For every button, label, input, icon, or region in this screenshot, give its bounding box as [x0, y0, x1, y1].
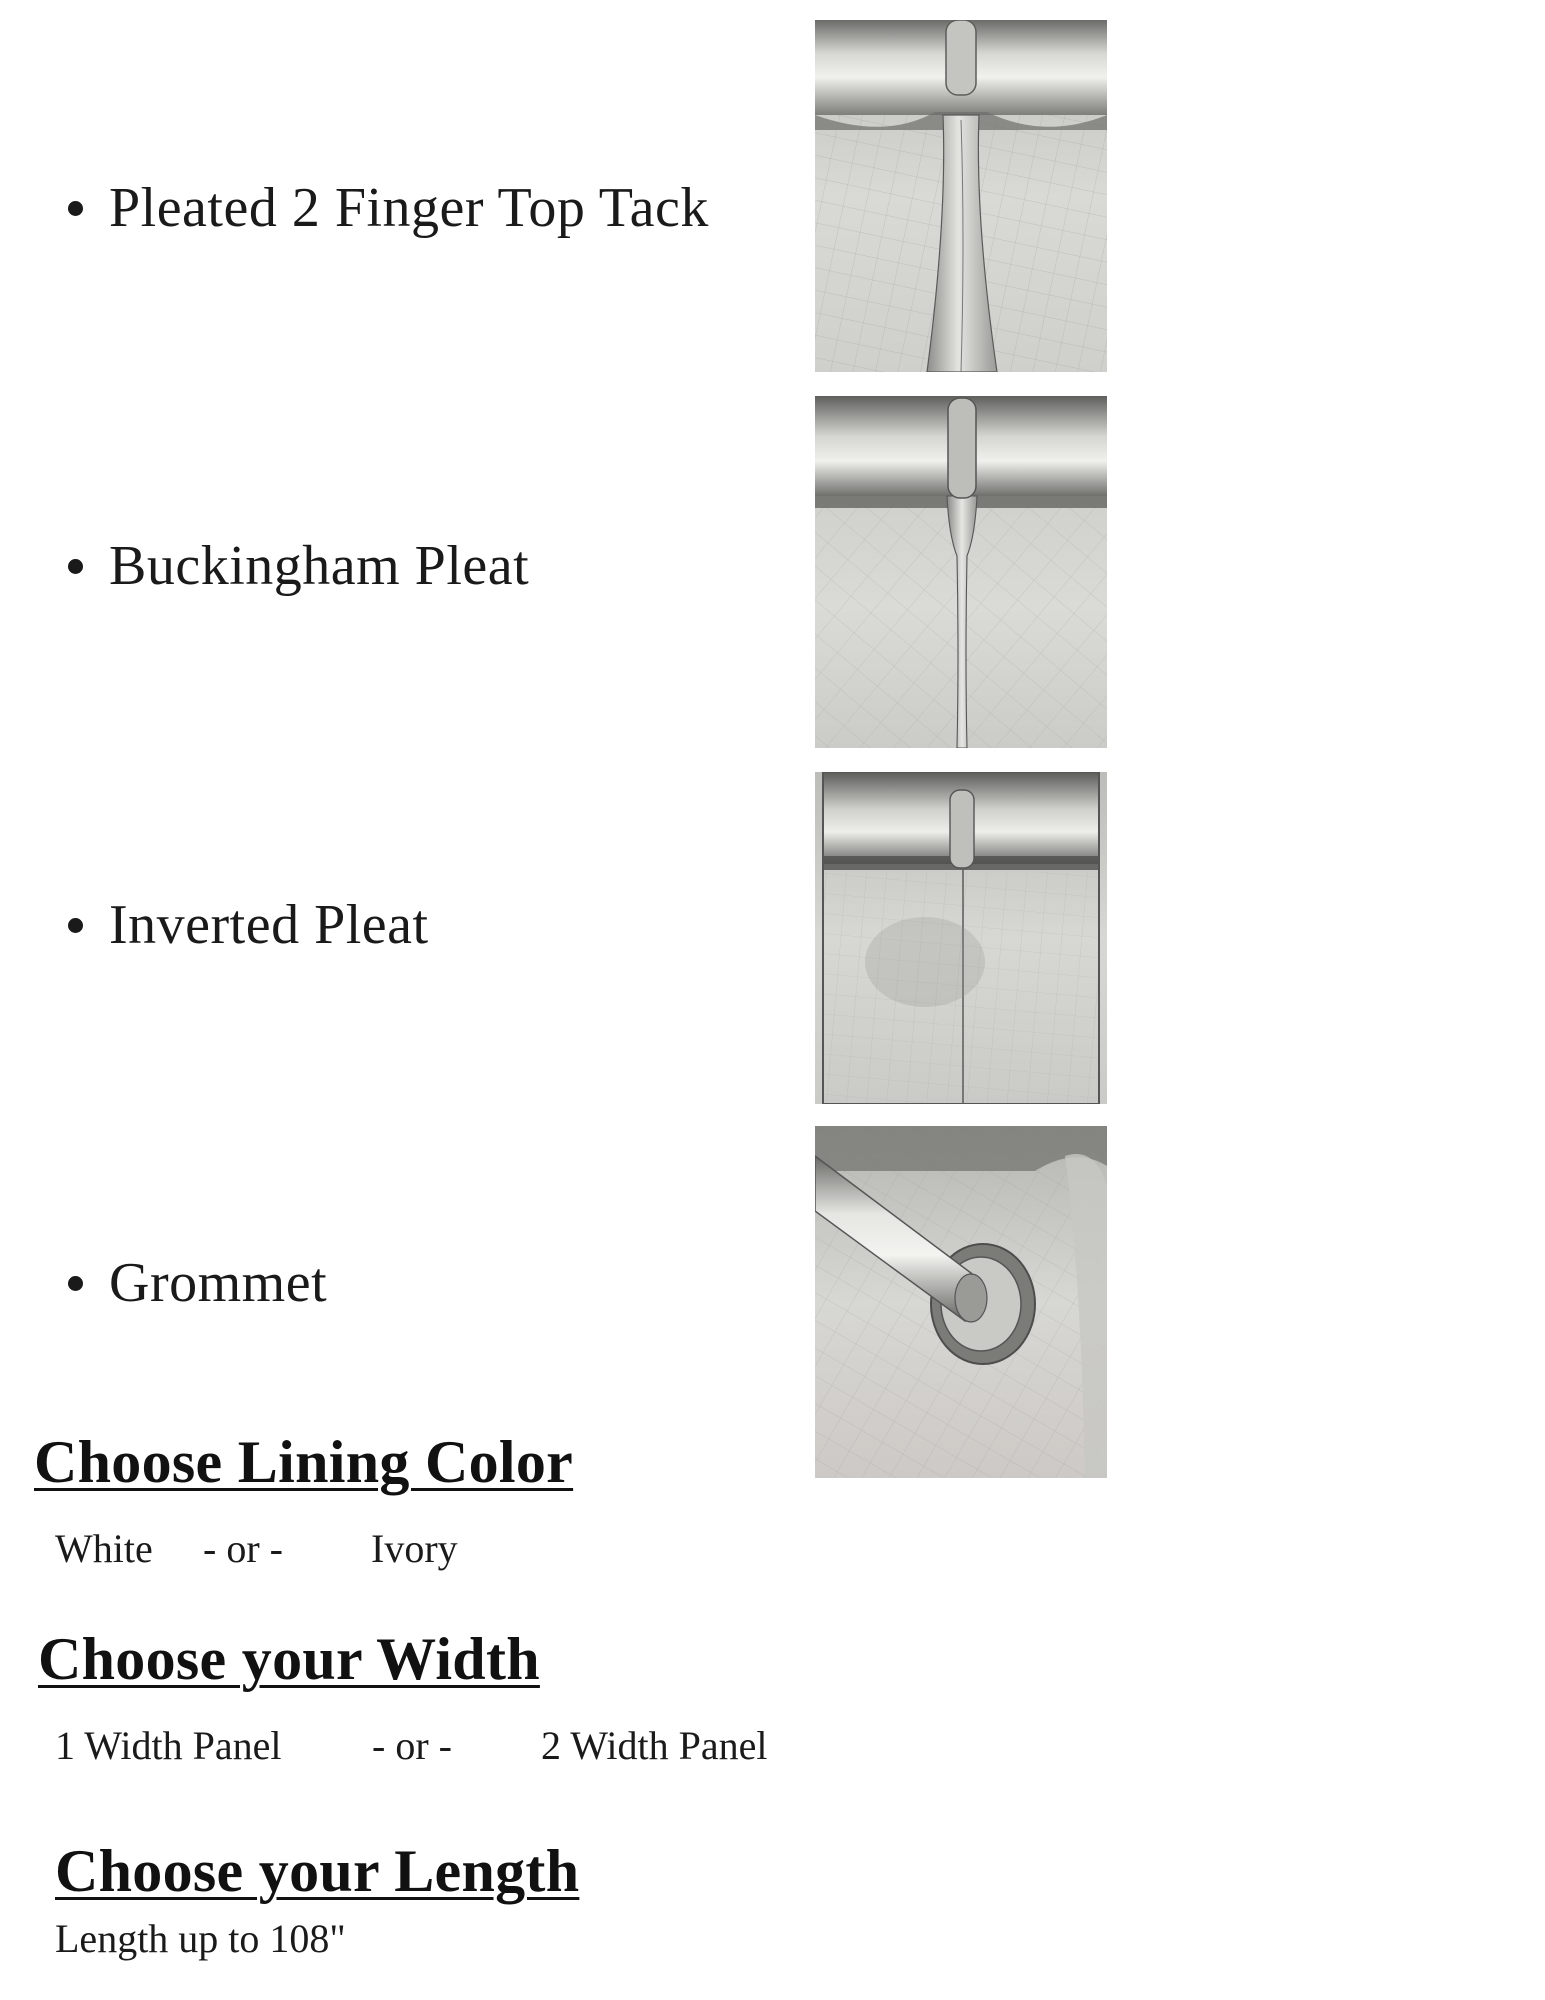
length-note-text: Length up to 108" [55, 1916, 346, 1961]
bullet-icon [68, 1276, 83, 1291]
lining-separator: - or - [203, 1526, 283, 1571]
header-style-item-grommet[interactable] [68, 1252, 328, 1314]
width-option-2[interactable]: 2 Width Panel [541, 1723, 768, 1768]
bullet-icon [68, 201, 83, 216]
width-option-1[interactable]: 1 Width Panel [55, 1723, 282, 1768]
header-style-label: Buckingham Pleat [109, 535, 530, 597]
width-options [55, 1722, 955, 1772]
inverted-pleat-illustration[interactable] [815, 772, 1107, 1104]
grommet-illustration[interactable] [815, 1126, 1107, 1478]
pleated-2-finger-top-tack-illustration[interactable] [815, 20, 1107, 372]
buckingham-pleat-illustration[interactable] [815, 396, 1107, 748]
header-style-item-inverted[interactable] [68, 894, 429, 956]
bullet-icon [68, 559, 83, 574]
header-style-item-pleated[interactable] [68, 177, 709, 239]
lining-option-ivory[interactable]: Ivory [371, 1526, 458, 1571]
lining-option-white[interactable]: White [55, 1526, 153, 1571]
length-note [55, 1915, 655, 1965]
header-style-label: Inverted Pleat [109, 894, 429, 956]
bullet-icon [68, 918, 83, 933]
length-heading: Choose your Length [55, 1838, 580, 1904]
lining-heading: Choose Lining Color [34, 1429, 574, 1495]
header-style-label: Grommet [109, 1252, 328, 1314]
width-separator: - or - [372, 1723, 452, 1768]
width-heading: Choose your Width [38, 1626, 540, 1692]
header-style-label: Pleated 2 Finger Top Tack [109, 177, 709, 239]
lining-options [55, 1525, 755, 1575]
header-style-item-buckingham[interactable] [68, 535, 530, 597]
